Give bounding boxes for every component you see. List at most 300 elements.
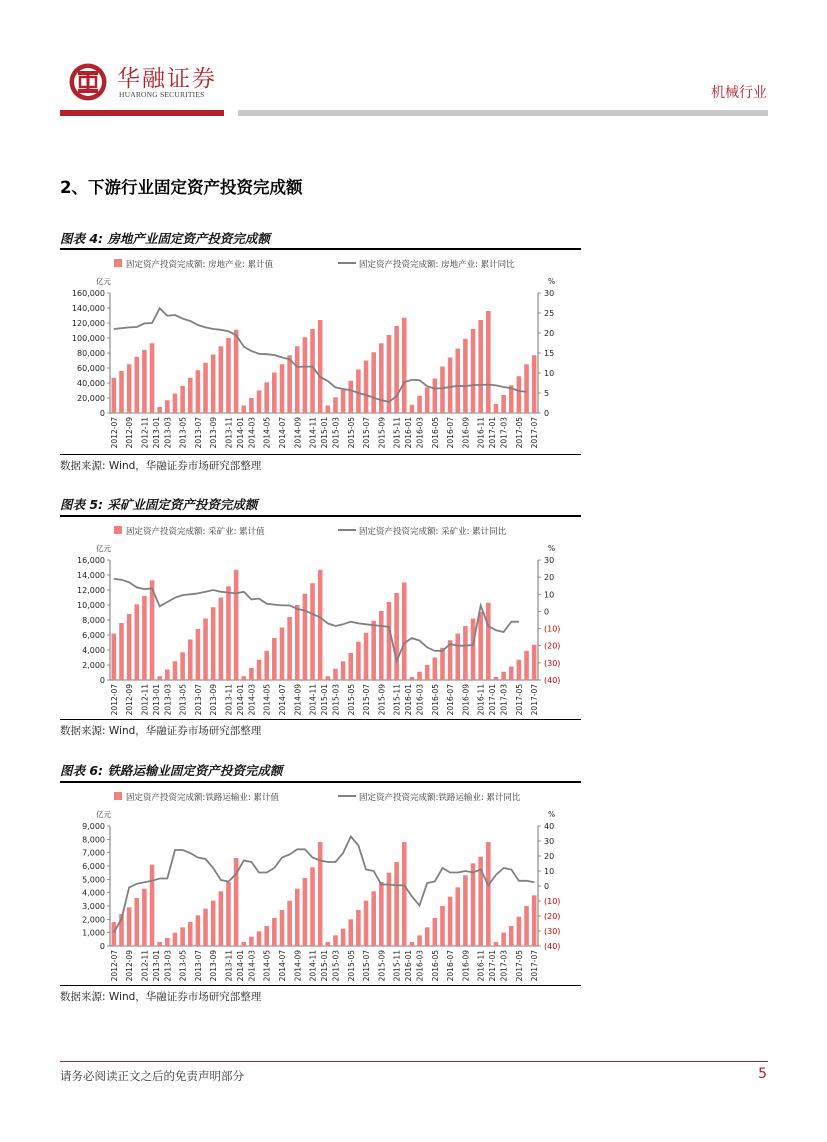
bar [173,661,178,680]
y-tick-label: 80,000 [77,349,105,358]
y-tick-label: 6,000 [82,631,105,640]
y-tick-label: 140,000 [71,304,105,313]
bar [142,596,147,680]
bar [333,669,338,680]
y2-axis-unit: % [548,544,556,553]
bar [501,933,506,946]
bar [341,661,346,680]
y2-tick-label: 30 [544,289,555,298]
x-tick-label: 2015-05 [346,684,356,716]
bar [440,648,445,680]
y-tick-label: 0 [99,676,105,685]
bar [364,361,369,414]
x-tick-label: 2013-07 [193,684,203,716]
bar [249,668,254,680]
chart-legend [114,792,521,803]
legend-label-bar: 固定资产投资完成额:铁路运输业: 累计值 [126,793,279,803]
y2-tick-label: (10) [544,897,561,906]
x-tick-label: 2016-11 [476,950,486,982]
x-tick-label: 2017-05 [514,417,524,449]
bar [532,355,537,413]
figure-source: 数据来源: Wind，华融证券市场研究部整理 [60,991,262,1003]
bar [303,594,308,680]
x-tick-label: 2017-03 [499,417,509,449]
bar [295,605,300,680]
y-tick-label: 4,000 [82,646,105,655]
bar [257,660,262,680]
bar [287,617,292,680]
bar [134,357,139,413]
bar [134,898,139,946]
x-tick-label: 2016-11 [476,684,486,716]
bar [356,910,361,946]
bar [326,406,331,414]
bar [211,901,216,946]
bar [356,642,361,680]
bar [509,667,514,681]
bar [394,326,399,413]
bar [287,901,292,946]
bar [280,628,285,681]
y2-tick-label: (20) [544,641,561,651]
x-tick-label: 2017-01 [488,417,498,449]
chart-real-estate [60,251,581,473]
y2-tick-label: 0 [544,607,550,617]
x-tick-label: 2014-11 [308,684,318,716]
logo-subtext: HUARONG SECURITIES [119,90,205,99]
y-axis-unit: 亿元 [96,277,111,286]
x-tick-label: 2015-07 [362,417,372,449]
x-tick-label: 2015-11 [392,950,402,982]
bar [433,379,438,414]
bar [180,652,185,680]
bar [295,889,300,946]
chart-mining [60,518,581,740]
bar [486,842,491,946]
x-tick-label: 2012-07 [109,684,119,716]
header-bar-red [60,110,224,116]
x-tick-label: 2013-07 [193,950,203,982]
x-tick-label: 2017-07 [530,417,540,449]
y-tick-label: 160,000 [71,289,105,298]
x-tick-label: 2014-07 [277,417,287,449]
bar [494,404,499,413]
figure-title: 图表 5: 采矿业固定资产投资完成额 [60,497,258,512]
figure-top-rule [60,248,581,250]
bar [219,891,224,946]
x-tick-label: 2016-03 [415,417,425,449]
bar [264,926,269,946]
bar [112,378,117,413]
bar [440,367,445,414]
bar [463,626,468,680]
bar [257,391,262,414]
bar [371,891,376,946]
x-tick-label: 2014-03 [247,950,257,982]
x-tick-label: 2016-03 [415,950,425,982]
bar [486,311,491,413]
y2-tick-label: 25 [544,309,555,318]
bar [341,390,346,413]
x-tick-label: 2017-01 [488,684,498,716]
bar [257,931,262,946]
figure-bottom-rule [60,985,581,986]
x-tick-label: 2016-07 [446,417,456,449]
y2-tick-label: (30) [544,927,561,936]
x-tick-label: 2012-09 [125,417,135,449]
bar [417,396,422,413]
x-tick-label: 2015-07 [362,684,372,716]
bar [455,349,460,414]
bar [517,376,522,413]
x-tick-label: 2014-03 [247,684,257,716]
figure-source: 数据来源: Wind，华融证券市场研究部整理 [60,460,262,472]
bar [303,337,308,413]
footer-disclaimer: 请务必阅读正文之后的免责声明部分 [60,1069,244,1083]
bar [180,386,185,413]
bar [478,612,483,680]
bar [310,867,315,946]
x-tick-label: 2014-05 [262,684,272,716]
bar [394,862,399,946]
y2-tick-label: 20 [544,329,555,338]
y2-tick-label: 0 [544,409,550,418]
x-tick-label: 2013-11 [224,684,234,716]
y-tick-label: 2,000 [82,661,105,670]
bar [318,570,323,680]
bar [150,580,155,680]
x-tick-label: 2014-05 [262,417,272,449]
x-tick-label: 2016-09 [461,684,471,716]
bar [402,583,407,681]
x-tick-label: 2016-11 [476,417,486,449]
bar [379,882,384,946]
bar [471,329,476,413]
y-tick-label: 6,000 [82,862,105,871]
y-tick-label: 4,000 [82,888,105,898]
x-tick-label: 2014-03 [247,417,257,449]
bar [264,651,269,680]
bar [203,619,208,681]
y-tick-label: 10,000 [77,601,105,610]
x-tick-label: 2012-07 [109,950,119,982]
bar [234,330,239,413]
bar [180,927,185,946]
bar [127,907,132,946]
bar [494,942,499,946]
legend-swatch-bar [114,792,122,800]
bar [448,358,453,414]
bar [433,918,438,946]
y-tick-label: 9,000 [82,822,105,831]
x-tick-label: 2014-01 [235,950,245,982]
y2-tick-label: (40) [544,942,561,951]
x-tick-label: 2017-05 [514,950,524,982]
y2-tick-label: 30 [544,556,555,565]
bar [188,378,193,413]
y-tick-label: 14,000 [77,571,105,580]
legend-label-line: 固定资产投资完成额: 采矿业: 累计同比 [359,527,507,537]
page-number: 5 [758,1066,767,1082]
bar [157,676,162,680]
bar [410,405,415,413]
bar [410,677,415,680]
y2-tick-label: 40 [544,822,555,831]
y-tick-label: 40,000 [77,379,105,388]
x-tick-label: 2015-01 [320,684,329,716]
x-tick-label: 2016-05 [430,417,440,449]
bar [165,670,170,681]
bar [524,651,529,680]
x-tick-label: 2015-07 [362,950,372,982]
y2-tick-label: 15 [544,349,555,358]
bar [371,621,376,680]
x-tick-label: 2013-03 [163,684,173,716]
bar [127,364,132,413]
bar [234,570,239,680]
x-tick-label: 2017-05 [514,684,524,716]
y-tick-label: 7,000 [82,848,105,858]
x-tick-label: 2012-11 [140,950,150,982]
y-tick-label: 12,000 [77,586,105,595]
bar [249,398,254,413]
logo-text: 华融证券 [117,66,217,92]
bar [241,942,246,946]
x-tick-label: 2015-09 [377,417,387,449]
y-tick-label: 3,000 [82,902,105,911]
bar [127,614,132,680]
bar [333,935,338,946]
x-tick-label: 2016-01 [404,417,414,449]
x-tick-label: 2013-09 [209,417,219,449]
bar [211,607,216,680]
bar [226,882,231,946]
y-tick-label: 1,000 [82,928,105,938]
chart-legend [114,259,515,270]
bar [142,350,147,413]
x-tick-label: 2017-03 [499,684,509,716]
bar [280,910,285,946]
x-tick-label: 2012-09 [125,684,135,716]
x-tick-label: 2015-03 [331,417,341,449]
x-tick-label: 2016-01 [404,684,414,716]
bar [448,897,453,946]
bar [417,935,422,946]
x-tick-label: 2013-01 [151,417,161,449]
y-tick-label: 120,000 [71,319,105,328]
bar [165,938,170,946]
y2-tick-label: 10 [544,590,555,600]
y2-tick-label: 30 [544,837,555,846]
chart-legend [114,526,507,537]
x-tick-label: 2015-05 [346,417,356,449]
bar [494,677,499,680]
y2-tick-label: 20 [544,573,555,583]
x-tick-label: 2016-07 [446,684,456,716]
figure-title: 图表 6: 铁路运输业固定资产投资完成额 [60,763,283,778]
bar [356,370,361,414]
bar [310,329,315,413]
figure-source: 数据来源: Wind，华融证券市场研究部整理 [60,725,262,737]
bar [287,355,292,413]
bar [425,665,430,680]
y2-axis-unit: % [548,810,556,819]
bar [517,660,522,680]
figure-bottom-rule [60,454,581,455]
bar [119,623,124,680]
bar [417,672,422,680]
y2-tick-label: (30) [544,658,561,668]
x-tick-label: 2015-09 [377,684,387,716]
bar [280,364,285,413]
bar [272,638,277,680]
x-tick-label: 2017-07 [530,950,540,982]
y-tick-label: 8,000 [82,835,105,845]
figure-bottom-rule [60,719,581,720]
bar [394,593,399,680]
bar [364,901,369,946]
x-tick-label: 2017-07 [530,684,540,716]
chart-svg [60,251,581,453]
x-tick-label: 2015-11 [392,684,402,716]
bar [326,942,331,946]
legend-label-bar: 固定资产投资完成额: 房地产业: 累计值 [126,260,274,270]
y-tick-label: 16,000 [77,556,105,565]
x-tick-label: 2015-03 [331,950,341,982]
bar [150,343,155,413]
chart-svg [60,784,581,986]
industry-tag: 机械行业 [711,85,767,101]
bar [165,400,170,413]
x-tick-label: 2012-09 [125,950,135,982]
footer-rule [60,1061,768,1062]
company-logo-icon [68,62,108,102]
bar [524,364,529,413]
x-tick-label: 2015-03 [331,684,341,716]
bar [157,942,162,946]
y2-tick-label: 10 [544,369,555,378]
x-tick-label: 2013-11 [224,950,234,982]
legend-swatch-bar [114,526,122,534]
legend-label-line: 固定资产投资完成额:铁路运输业: 累计同比 [359,793,521,803]
bar [379,611,384,680]
bar [196,629,201,680]
bar [264,382,269,413]
y2-axis-unit: % [548,277,556,286]
bar [134,604,139,680]
x-tick-label: 2016-03 [415,684,425,716]
bar [463,875,468,946]
bar [203,363,208,413]
bar [219,598,224,681]
bar [318,320,323,413]
y-tick-label: 0 [99,942,105,951]
bar [501,672,506,680]
bar [272,918,277,946]
bar [203,909,208,946]
bar [272,373,277,414]
bar [440,906,445,946]
x-tick-label: 2015-01 [320,417,329,449]
x-tick-label: 2017-01 [488,950,498,982]
legend-label-line: 固定资产投资完成额: 房地产业: 累计同比 [359,260,515,270]
x-tick-label: 2013-01 [151,950,161,982]
bar [341,929,346,946]
x-tick-label: 2014-09 [293,950,303,982]
bar [112,922,117,946]
bar [402,318,407,413]
x-tick-label: 2015-11 [392,417,402,449]
y2-tick-label: (10) [544,624,561,634]
bar [150,865,155,946]
x-tick-label: 2014-09 [293,417,303,449]
figure-title: 图表 4: 房地产业固定资产投资完成额 [60,231,270,246]
bar [455,634,460,681]
x-tick-label: 2016-05 [430,684,440,716]
bar [509,926,514,946]
x-tick-label: 2013-09 [209,684,219,716]
bar [295,346,300,413]
bar [532,645,537,680]
bar [433,658,438,681]
x-tick-label: 2014-09 [293,684,303,716]
bar [425,927,430,946]
y2-tick-label: 20 [544,852,555,861]
chart-svg [60,518,581,720]
bar [188,640,193,681]
bar [364,633,369,680]
x-tick-label: 2014-11 [308,417,318,449]
bar [524,906,529,946]
bar [379,343,384,413]
x-tick-label: 2016-09 [461,950,471,982]
y2-tick-label: (20) [544,912,561,921]
bar [348,381,353,413]
y-tick-label: 2,000 [82,915,105,925]
bar [517,917,522,946]
bar [478,320,483,413]
y-tick-label: 5,000 [82,875,105,885]
bar [219,346,224,413]
bar [241,676,246,680]
y-tick-label: 8,000 [82,616,105,625]
y2-tick-label: 0 [544,882,550,891]
bar [371,352,376,413]
bar [318,842,323,946]
bar [463,339,468,413]
x-tick-label: 2014-01 [235,417,245,449]
bar [119,371,124,413]
figure-top-rule [60,515,581,517]
x-tick-label: 2013-03 [163,417,173,449]
bar [348,919,353,946]
bar [471,619,476,681]
bar [486,603,491,680]
x-tick-label: 2014-05 [262,950,272,982]
x-tick-label: 2013-11 [224,417,234,449]
x-tick-label: 2016-07 [446,950,456,982]
y2-tick-label: 5 [544,389,550,398]
bar [471,863,476,946]
bar [326,676,331,680]
x-tick-label: 2014-07 [277,684,287,716]
header-bar-gray [238,110,768,116]
y2-tick-label: 10 [544,867,555,876]
bar [112,634,117,681]
legend-label-bar: 固定资产投资完成额: 采矿业: 累计值 [126,527,265,537]
chart-railway [60,784,581,1006]
bar [310,583,315,680]
